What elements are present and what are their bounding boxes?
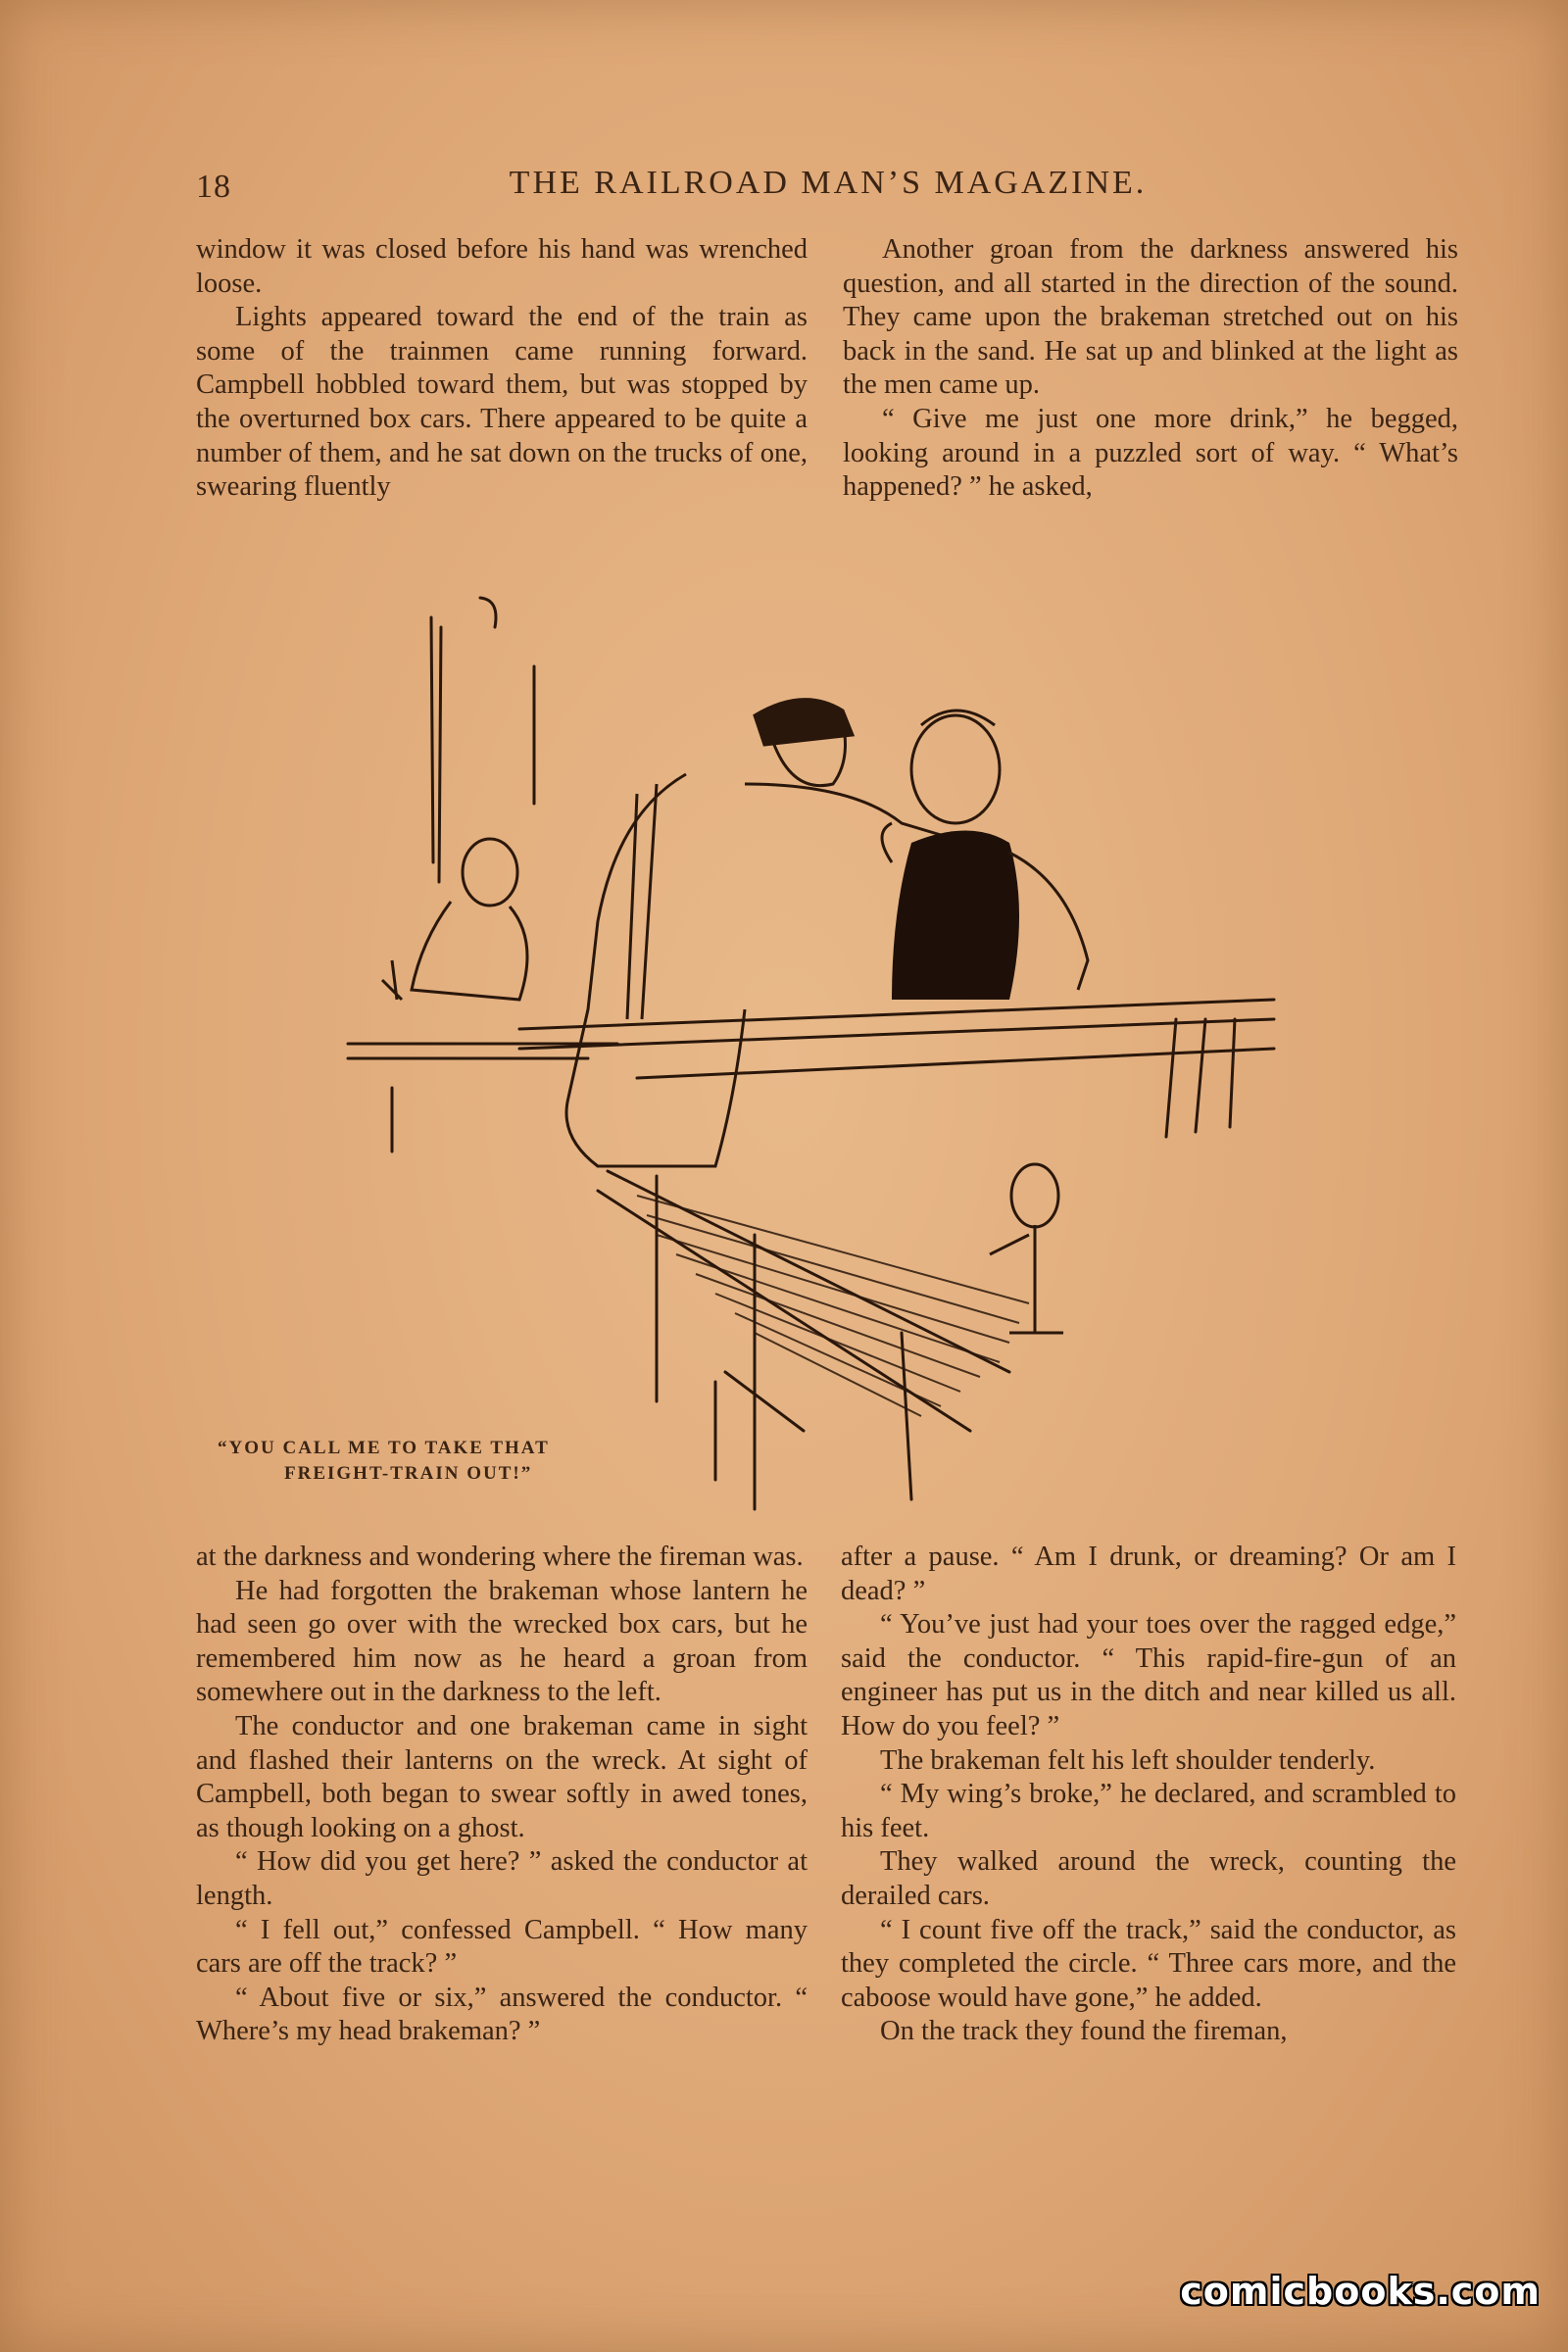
top-left-column [196, 233, 808, 505]
paragraph: Lights appeared toward the end of the train as some of the trainmen came running forward. Campbell hobbled toward them, but was stopped by the overturned box cars. There appeared to be quite a number of them, and he sat down on the trucks of one, swearing fluently [196, 302, 808, 503]
running-title: THE RAILROAD MAN’S MAGAZINE. [509, 165, 1148, 201]
paragraph: “ How did you get here? ” asked the conductor at length. [196, 1846, 808, 1911]
illustration-caption [218, 1436, 649, 1487]
site-watermark: comicbooks.com [1180, 2270, 1541, 2313]
paragraph: “ I count five off the track,” said the conductor, as they completed the circle. “ Three cars more, and the caboose would have gone,” he added. [841, 1914, 1456, 2013]
paragraph: after a pause. “ Am I drunk, or dreaming? Or am I dead? ” [841, 1542, 1456, 1606]
paragraph: “ Give me just one more drink,” he begged, looking around in a puzzled sort of way. “ What’s happened? ” he asked, [843, 403, 1458, 503]
page-header [196, 165, 1460, 214]
paragraph: On the track they found the fireman, [880, 2016, 1288, 2047]
paragraph: They walked around the wreck, counting the derailed cars. [841, 1846, 1456, 1911]
caption-line: FREIGHT-TRAIN OUT!” [284, 1463, 533, 1484]
top-right-column [843, 233, 1458, 505]
paragraph: Another groan from the darkness answered his question, and all started in the direction of the sound. They came upon the brakeman stretched out on his back in the sand. He sat up and blinked at the light as the men came up. [843, 234, 1458, 401]
page-number: 18 [196, 169, 231, 205]
paragraph: “ My wing’s broke,” he declared, and scrambled to his feet. [841, 1779, 1456, 1843]
saloon-illustration [343, 588, 1313, 1519]
bottom-right-column [841, 1541, 1456, 2049]
paragraph: “ About five or six,” answered the conductor. “ Where’s my head brakeman? ” [196, 1982, 808, 2047]
bottom-left-column [196, 1541, 808, 2049]
paragraph: “ I fell out,” confessed Campbell. “ How many cars are off the track? ” [196, 1914, 808, 1980]
paragraph: He had forgotten the brakeman whose lantern he had seen go over with the wrecked box cars, but he remembered him now as he heard a groan from somewhere out in the darkness to the left. [196, 1575, 808, 1708]
paragraph: window it was closed before his hand was wrenched loose. [196, 234, 808, 299]
paragraph: The brakeman felt his left shoulder tenderly. [880, 1744, 1376, 1776]
paragraph: at the darkness and wondering where the fireman was. [196, 1542, 804, 1572]
paragraph: The conductor and one brakeman came in sight and flashed their lanterns on the wreck. At sight of Campbell, both began to swear softly in awed tones, as though looking on a ghost. [196, 1710, 808, 1843]
caption-line: “YOU CALL ME TO TAKE THAT [218, 1438, 550, 1458]
paragraph: “ You’ve just had your toes over the ragged edge,” said the conductor. “ This rapid-fire-gun of an engineer has put us in the ditch and near killed us all. How do you feel? ” [841, 1609, 1456, 1741]
